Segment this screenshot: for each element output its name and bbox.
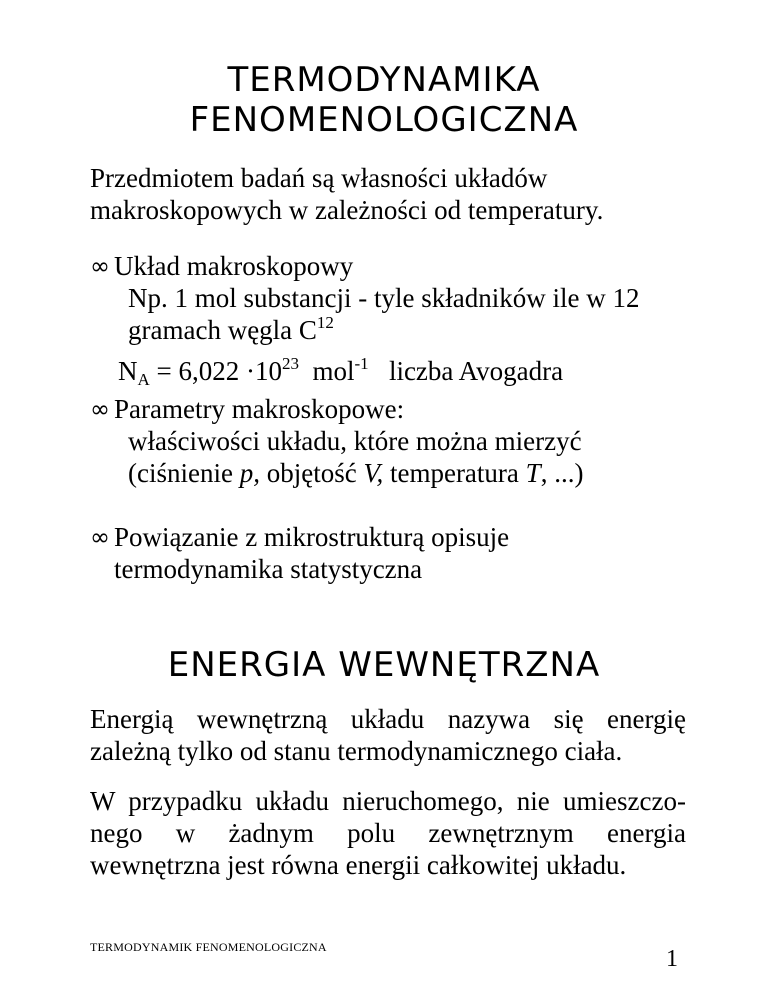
bullet1-line2: Np. 1 mol substancji - tyle składników ile w 12 [128,283,640,313]
section-title: ENERGIA WEWNĘTRZNA [167,645,601,685]
infinity-bullet-icon: ∞ [90,523,110,551]
bullet2-title: Parametry makroskopowe: [114,394,405,424]
para2-line2: zależną tylko od stanu termodynamicznego ciała. [90,736,623,766]
intro-line2: makroskopowych w zależności od temperatury. [90,195,604,225]
main-title-line2: FENOMENOLOGICZNA [189,100,579,140]
infinity-bullet-icon: ∞ [90,395,110,423]
bullet1-line3: gramach węgla $C^{12}$ [128,313,334,345]
bullet3-title: Powiązanie z mikrostrukturą opisuje [114,522,510,552]
avogadro-sub: A [137,370,150,389]
intro-line1: Przedmiotem badań są własności układów [90,163,548,193]
main-title-line1: TERMODYNAMIKA [227,60,541,100]
infinity-bullet-icon: ∞ [90,252,110,280]
stationary-system-paragraph [90,785,686,881]
bullet1-title: Układ makroskopowy [114,251,354,281]
para2-line1: Energią wewnętrzną układu nazywa się energię [90,704,686,734]
carbon-isotope-sup: 12 [316,313,334,332]
avogadro-label: liczba Avogadra [368,356,564,386]
page-footer: TERMODYNAMIK FENOMENOLOGICZNA [90,940,327,954]
bullet2-line2: właściwości układu, które można mierzyć [128,426,582,456]
internal-energy-definition [90,703,686,767]
para3-line2: nego w żadnym polu zewnętrznym energia [90,818,686,848]
main-title [0,60,768,140]
bullet3-line2: termodynamika statystyczna [114,554,423,584]
page-number: 1 [666,946,678,972]
para3-line1: W przypadku układu nieruchomego, nie umieszczo- [90,786,686,816]
avogadro-formula: $N_A = 6,022 \cdot 10^{23}$ mol$^{-1}$ liczba Avogadra [118,354,564,389]
para3-line3: wewnętrzna jest równa energii całkowitej układu. [90,850,627,880]
intro-paragraph [90,162,710,226]
bullet2-line3: (ciśnienie p, objętość V, temperatura T, ...) [128,458,584,488]
